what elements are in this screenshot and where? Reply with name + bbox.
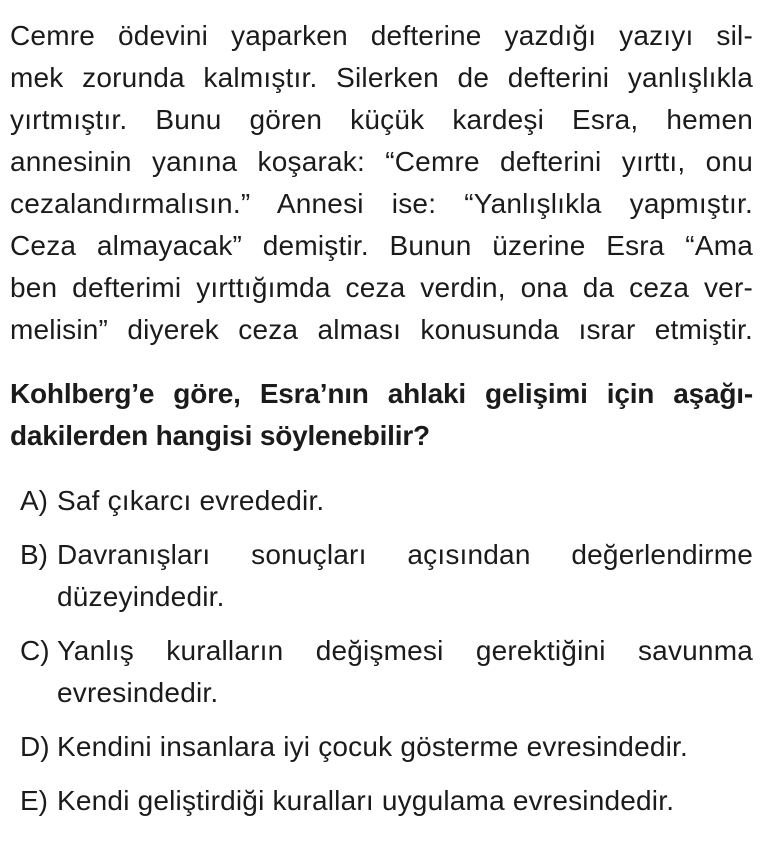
- question-stem: [10, 373, 753, 457]
- option-row-d: [10, 726, 753, 768]
- paragraph-line: yırtmıştır. Bunu gören küçük kardeşi Esra, hemen: [10, 104, 753, 135]
- option-text: [57, 630, 753, 714]
- option-line: Saf çıkarcı evrededir.: [57, 485, 325, 516]
- option-row-b: [10, 534, 753, 618]
- option-text: [57, 480, 753, 522]
- option-line: Kendi geliştirdiği kuralları uygulama evresindedir.: [57, 785, 675, 816]
- paragraph-line: mek zorunda kalmıştır. Silerken de defterini yanlışlıkla: [10, 62, 753, 93]
- option-letter: B): [20, 539, 48, 570]
- paragraph-line: annesinin yanına koşarak: “Cemre defterini yırttı, onu: [10, 146, 753, 177]
- option-row-c: [10, 630, 753, 714]
- option-row-a: [10, 480, 753, 522]
- answer-options: [10, 480, 753, 822]
- option-text: [57, 780, 753, 822]
- paragraph-line: cezalandırmalısın.” Annesi ise: “Yanlışlıkla yapmıştır.: [10, 188, 753, 219]
- option-line: Yanlış kuralların değişmesi gerektiğini savunma: [57, 635, 753, 666]
- option-line: Kendini insanlara iyi çocuk gösterme evresindedir.: [57, 731, 688, 762]
- option-line: Davranışları sonuçları açısından değerlendirme: [57, 539, 753, 570]
- option-line: düzeyindedir.: [57, 581, 225, 612]
- stem-line: Kohlberg’e göre, Esra’nın ahlaki gelişimi için aşağı-: [10, 378, 753, 409]
- paragraph-line: Ceza almayacak” demiştir. Bunun üzerine Esra “Ama: [10, 230, 753, 261]
- question-paragraph: [10, 15, 753, 351]
- option-row-e: [10, 780, 753, 822]
- option-letter: A): [20, 485, 48, 516]
- option-letter: E): [20, 785, 48, 816]
- option-letter: D): [20, 731, 50, 762]
- option-text: [57, 534, 753, 618]
- stem-line: dakilerden hangisi söylenebilir?: [10, 420, 430, 451]
- paragraph-line: Cemre ödevini yaparken defterine yazdığı yazıyı sil-: [10, 20, 753, 51]
- option-line: evresindedir.: [57, 677, 219, 708]
- option-letter: C): [20, 635, 50, 666]
- paragraph-line: melisin” diyerek ceza alması konusunda ısrar etmiştir.: [10, 314, 753, 345]
- option-text: [57, 726, 753, 768]
- paragraph-line: ben defterimi yırttığımda ceza verdin, ona da ceza ver-: [10, 272, 753, 303]
